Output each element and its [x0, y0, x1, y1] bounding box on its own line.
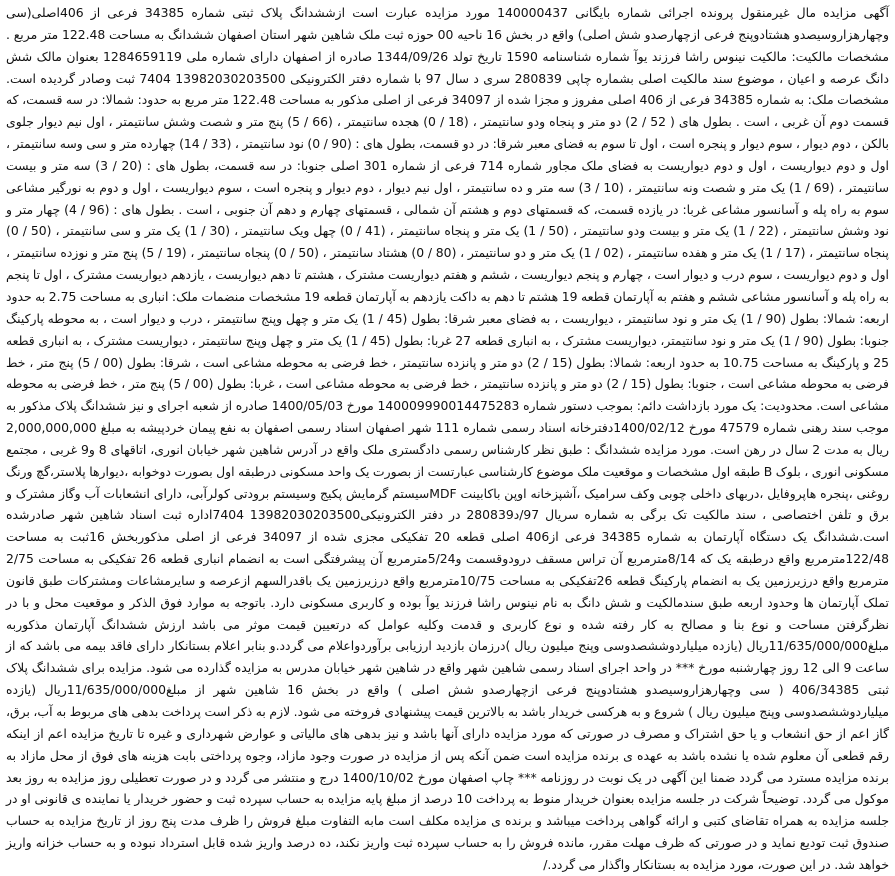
- auction-notice-text: آگهی مزایده مال غیرمنقول پرونده اجرائی شماره بایگانی 140000437 مورد مزایده عبارت است ازششدانگ پلاک ثبتی شماره 34385 فرعی از 406اصلی(سی وچهارهزاروسیصدو هشتادوپنج فرعی ازچهارصدو شش اصلی) واقع در بخش 16 ناحیه 00 حوزه ثبت ملک شاهین شهر استان اصفهان ششدانگ به مساحت 122.48 متر مربع . مشخصات مالکیت: مالکیت نینوس راشا فرزند یوآ شماره شناسنامه 1590 تاریخ تولد 1344/09/26 صادره از اصفهان دارای شماره ملی 1284659119 بعنوان مالک شش دانگ عرصه و اعیان ، موضوع سند مالکیت اصلی بشماره چاپی 280839 سری د سال 97 با شماره دفتر الکترونیکی 13982030203500 7404 ثبت وصادر گردیده است. مشخصات ملک: به شماره 34385 فرعی از 406 اصلی مفروز و مجزا شده از 34097 فرعی از اصلی مذکور به مساحت 122.48 متر مربع به حدود: شمالا: در سه قسمت، که قسمت دوم آن غربی ، است . بطول های ( 52 / 2) دو متر و پنجاه ودو سانتیمتر ، (18 / 0) هجده سانتیمتر ، (66 / 5) پنج متر و شصت وشش سانتیمتر ، اول نیم دیوار جلوی بالکن ، دوم دیوار ، سوم دیوار و پنجره است ، اول تا سوم به فضای معبر شرقا: در دو قسمت، بطول های : (90 / 0) نود سانتیمتر ، (33 / 14) چهارده متر و سی وسه سانتیمتر ، اول و دوم دیواریست ، اول و دوم دیواریست به فضای ملک مجاور شماره 714 فرعی از شماره 301 اصلی جنوبا: در سه قسمت، بطول های : (20 / 3) سه متر و بیست سانتیمتر ، (69 / 1) یک متر و شصت ونه سانتیمتر ، (10 / 3) سه متر و ده سانتیمتر ، اول نیم دیوار ، دوم دیوار و پنجره است ، سوم دیواریست ، اول و دوم به نورگیر مشاعی سوم به راه پله و آسانسور مشاعی غربا: در یازده قسمت، که قسمتهای دوم و هشتم آن شمالی ، قسمتهای چهارم و دهم آن جنوبی ، است . بطول های : (96 / 4) چهار متر و نود وشش سانتیمتر ، (22 / 1) یک متر و بیست ودو سانتیمتر ، (50 / 1) یک متر و پنجاه سانتیمتر ، (41 / 0) چهل ویک سانتیمتر ، (30 / 1) یک متر و سی سانتیمتر ، (50 / 0) پنجاه سانتیمتر ، (17 / 1) یک متر و هفده سانتیمتر ، (02 / 1) یک متر و دو سانتیمتر ، (80 / 0) هشتاد سانتیمتر ، (50 / 0) پنجاه سانتیمتر ، (19 / 5) پنج متر و نوزده سانتیمتر ، اول و دوم دیواریست ، سوم درب و دیوار است ، چهارم و پنجم دیواریست ، ششم و هفتم دیواریست مشترک ، هشتم تا دهم دیواریست ، یازدهم دیواریست مشترک ، اول تا پنجم به راه پله و آسانسور مشاعی ششم و هفتم به آپارتمان قطعه 19 هشتم تا دهم به داکت یازدهم به آپارتمان قطعه 19 مشخصات منضمات ملک: انباری به مساحت 2.75 به حدود اربعه: شمالا: بطول (90 / 1) یک متر و نود سانتیمتر ، دیواریست ، به فضای معبر شرقا: بطول (45 / 1) یک متر و چهل وپنج سانتیمتر ، درب و دیوار است ، به محوطه پارکینگ جنوبا: بطول (90 / 1) یک متر و نود سانتیمتر، دیواریست مشترک ، به انباری قطعه 27 غربا: بطول (45 / 1) یک متر و چهل وپنج سانتیمتر ، دیواریست مشترک ، به انباری قطعه 25 و پارکینگ به مساحت 10.75 به حدود اربعه: شمالا: بطول (15 / 2) دو متر و پانزده سانتیمتر ، خط فرضی به محوطه مشاعی است ، شرقا: بطول (00 / 5) پنج متر ، خط فرضی به محوطه مشاعی است ، جنوبا: بطول (15 / 2) دو متر و پانزده سانتیمتر ، خط فرضی به محوطه مشاعی است ، غربا: بطول (00 / 5) پنج متر ، خط فرضی به محوطه مشاعی است. محدودیت: یک مورد بازداشت دائم: بموجب دستور شماره 140009990014475283 مورخ 1400/05/03 صادره از شعبه اجرای و نیز ششدانگ پلاک مذکور به موجب سند رهنی شماره 47579 مورخ 1400/02/12دفترخانه اسناد رسمی شماره 111 شهر اصفهان اسناد رسمی اصفهان به نفع پیمان خردپیشه به مبلغ 2,000,000,000 ریال به مدت 2 سال در رهن است. مورد مزایده ششدانگ : طبق نظر کارشناس رسمی دادگستری ملک واقع در آدرس شاهین شهر خیابان انوری، اتاقهای 8 و9 غربی ، مجتمع مسکونی انوری ، بلوک B طبقه اول مشخصات و موقعیت ملک موضوع کارشناسی عبارتست از بصورت یک واحد مسکونی درطبقه اول بصورت دوخوابه ،دیوارها پلاستر،گچ ورنگ روغنی ،پنجره هاپروفایل ،دربهای داخلی چوبی وکف سرامیک ،آشپزخانه اوپن باکابینت MDFسیستم گرمایش پکیج وسیستم برودتی کولرآبی، دارای انشعابات آب وگاز مشترک و برق و تلفن اختصاصی ، سند مالکیت تک برگی به شماره سریال 97/د280839 در دفتر الکترونیکی13982030203500 7404اداره ثبت اسناد شاهین شهر صادرشده است.ششدانگ یک دستگاه آپارتمان به شماره 34385 فرعی از406 اصلی قطعه 20 تفکیکی مجزی شده از 34097 فرعی از اصلی مذکوربخش 16ثبت به مساحت 122/48مترمربع واقع درطبقه یک که 8/14مترمربع آن تراس مسقف درودوقسمت و5/24مترمربع آن پیشرفتگی است به انضمام انباری قطعه 26 تفکیکی به مساحت 2/75 مترمربع واقع درزیرزمین یک به انضمام پارکینگ قطعه 26تفکیکی به مساحت 10/75مترمربع واقع درزیرزمین یک باقدرالسهم ازعرصه و سایرمشاعات ومشترکات طبق قانون تملک آپارتمان ها وحدود اربعه طبق سندمالکیت و شش دانگ به نام نینوس راشا فرزند یوآ بوده و کاربری مسکونی دارد. باتوجه به موارد فوق الذکر و موقعیت محل و با در نظرگرفتن مساحت و نوع بنا و مصالح به کار رفته شده و نوع کاربری و قدمت وکلیه عوامل که درتعیین قیمت موثر می باشد ارزش ششدانگ آپارتمان مذکوربه مبلغ11/635/000/000ریال (یازده میلیاردوششصدوسی وپنج میلیون ریال )درزمان بازدید ارزیابی برآوردواعلام می گردد.و بنابر اعلام بستانکار دارای فاقد بیمه می باشد که از ساعت 9 الی 12 روز چهارشنبه مورخ *** در واحد اجرای اسناد رسمی شاهین شهر واقع در شاهین شهر خیابان مدرس به مزایده گذارده می شود. مزایده برای ششدانگ پلاک ثبتی 406/34385 ( سی وچهارهزاروسیصدو هشتادوپنج فرعی ازچهارصدو شش اصلی ) واقع در بخش 16 شاهین شهر از مبلغ11/635/000/000ریال (یازده میلیاردوششصدوسی وپنج میلیون ریال ) شروع و به هرکسی خریدار باشد به بالاترین قیمت پیشنهادی فروخته می شود. لازم به ذکر است پرداخت بدهی های مربوط به آب، برق، گاز اعم از حق انشعاب و یا حق اشتراک و مصرف در صورتی که مورد مزایده دارای آنها باشد و نیز بدهی های مالیاتی و عوارض شهرداری و غیره تا تاریخ مزایده اعم از اینکه رقم قطعی آن معلوم شده یا نشده باشد به عهده ی برنده مزایده است ضمن آنکه پس از مزایده در صورت وجود مازاد، وجوه پرداختی بابت هزینه های فوق از محل مازاد به برنده مزایده مسترد می گردد ضمنا این آگهی در یک نوبت در روزنامه *** چاپ اصفهان مورخ 1400/10/02 درج و منتشر می گردد و در صورت تعطیلی روز مزایده به روز بعد موکول می گردد. توضیحاً شرکت در جلسه مزایده بعنوان خریدار منوط به پرداخت 10 درصد از مبلغ پایه مزایده به حساب سپرده ثبت و حضور خریدار یا نماینده ی قانونی او در جلسه مزایده به همراه تقاضای کتبی و ارائه گواهی پرداخت میباشد و برنده ی مزایده مکلف است مابه التفاوت مبلغ فروش را ظرف مدت پنج روز از تاریخ مزایده به حساب صندوق ثبت تودیع نماید و در صورتی که ظرف مهلت مقرر، مانده فروش را به حساب سپرده ثبت واریز نکند، ده درصد واریز شده قابل استرداد نبوده و به حساب خزانه واریز خواهد شد. در این صورت، مورد مزایده به بستانکار واگذار می گردد./: [6, 5, 890, 872]
